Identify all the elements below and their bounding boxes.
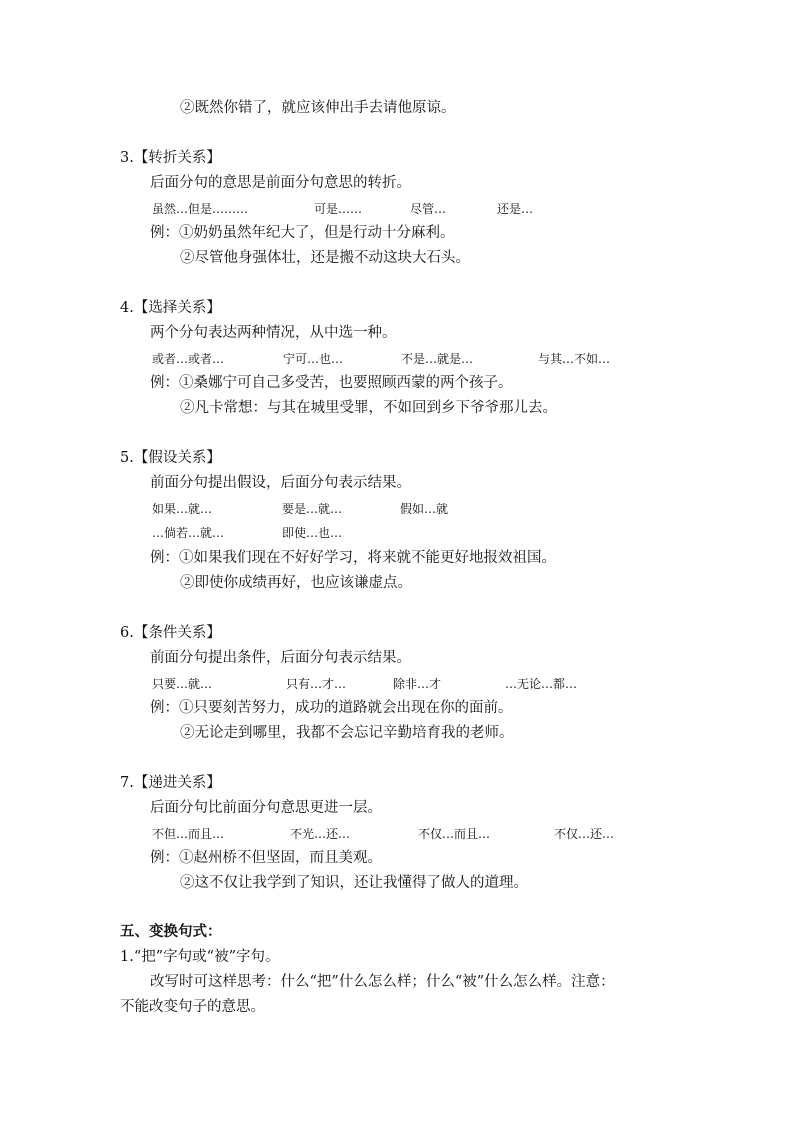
section-heading: 5.【假设关系】 <box>120 450 221 466</box>
conjunction-keyword: 不仅…而且… <box>418 827 491 841</box>
example-line: 例：①桑娜宁可自己多受苦，也要照顾西蒙的两个孩子。 <box>150 375 513 391</box>
example-line: ②即使你成绩再好，也应该谦虚点。 <box>180 575 412 591</box>
example-line: ②凡卡常想：与其在城里受罪，不如回到乡下爷爷那儿去。 <box>180 400 557 416</box>
conjunction-keyword: 或者…或者… <box>152 352 225 366</box>
conjunction-keyword: 还是… <box>497 202 534 216</box>
conjunction-keyword: 除非…才 <box>393 677 442 691</box>
chapter-heading: 五、变换句式： <box>120 923 222 940</box>
section-description: 后面分句的意思是前面分句意思的转折。 <box>150 175 411 191</box>
conjunction-keyword: 要是…就… <box>282 502 343 516</box>
conjunction-keyword: 虽然…但是……… <box>152 202 249 216</box>
example-line: ②这不仅让我学到了知识，还让我懂得了做人的道理。 <box>180 875 528 891</box>
conjunction-keyword: 可是…… <box>314 202 363 216</box>
conjunction-keyword: 即使…也… <box>282 526 343 540</box>
section-heading: 4.【选择关系】 <box>120 300 221 316</box>
conjunction-keyword: 不仅…还… <box>554 827 615 841</box>
section-description: 前面分句提出条件，后面分句表示结果。 <box>150 650 411 666</box>
example-line: 例：①如果我们现在不好好学习，将来就不能更好地报效祖国。 <box>150 550 556 566</box>
conjunction-keyword: 如果…就… <box>152 502 213 516</box>
subsection-heading: 1.“把”字句或“被”字句。 <box>120 949 280 965</box>
conjunction-keyword: 不是…就是… <box>401 352 474 366</box>
section-description: 两个分句表达两种情况，从中选一种。 <box>150 325 397 341</box>
conjunction-keyword: 不但…而且… <box>152 827 225 841</box>
section-heading: 6.【条件关系】 <box>120 625 221 641</box>
example-line: ②尽管他身强体壮，还是搬不动这块大石头。 <box>180 250 470 266</box>
conjunction-keyword: …无论…都… <box>505 677 578 691</box>
example-line: 例：①只要刻苦努力，成功的道路就会出现在你的面前。 <box>150 700 513 716</box>
section-heading: 7.【递进关系】 <box>120 775 221 791</box>
body-paragraph: 改写时可这样思考：什么“把”什么怎么样；什么“被”什么怎么样。注意： <box>150 974 615 990</box>
body-paragraph: 不能改变句子的意思。 <box>120 999 265 1015</box>
example-line: 例：①赵州桥不但坚固，而且美观。 <box>150 850 382 866</box>
section-description: 前面分句提出假设，后面分句表示结果。 <box>150 475 411 491</box>
conjunction-keyword: 宁可…也… <box>283 352 344 366</box>
conjunction-keyword: 只有…才… <box>286 677 347 691</box>
conjunction-keyword: 只要…就… <box>152 677 213 691</box>
conjunction-keyword: 不光…还… <box>290 827 351 841</box>
example-line: ②无论走到哪里，我都不会忘记辛勤培育我的老师。 <box>180 725 514 741</box>
conjunction-keyword: 尽管… <box>410 202 447 216</box>
example-line: ②既然你错了，就应该伸出手去请他原谅。 <box>180 100 456 116</box>
conjunction-keyword: 与其…不如… <box>538 352 611 366</box>
conjunction-keyword: 假如…就 <box>400 502 449 516</box>
section-description: 后面分句比前面分句意思更进一层。 <box>150 800 382 816</box>
conjunction-keyword: …倘若…就… <box>152 526 225 540</box>
section-heading: 3.【转折关系】 <box>120 150 221 166</box>
example-line: 例：①奶奶虽然年纪大了，但是行动十分麻利。 <box>150 225 455 241</box>
